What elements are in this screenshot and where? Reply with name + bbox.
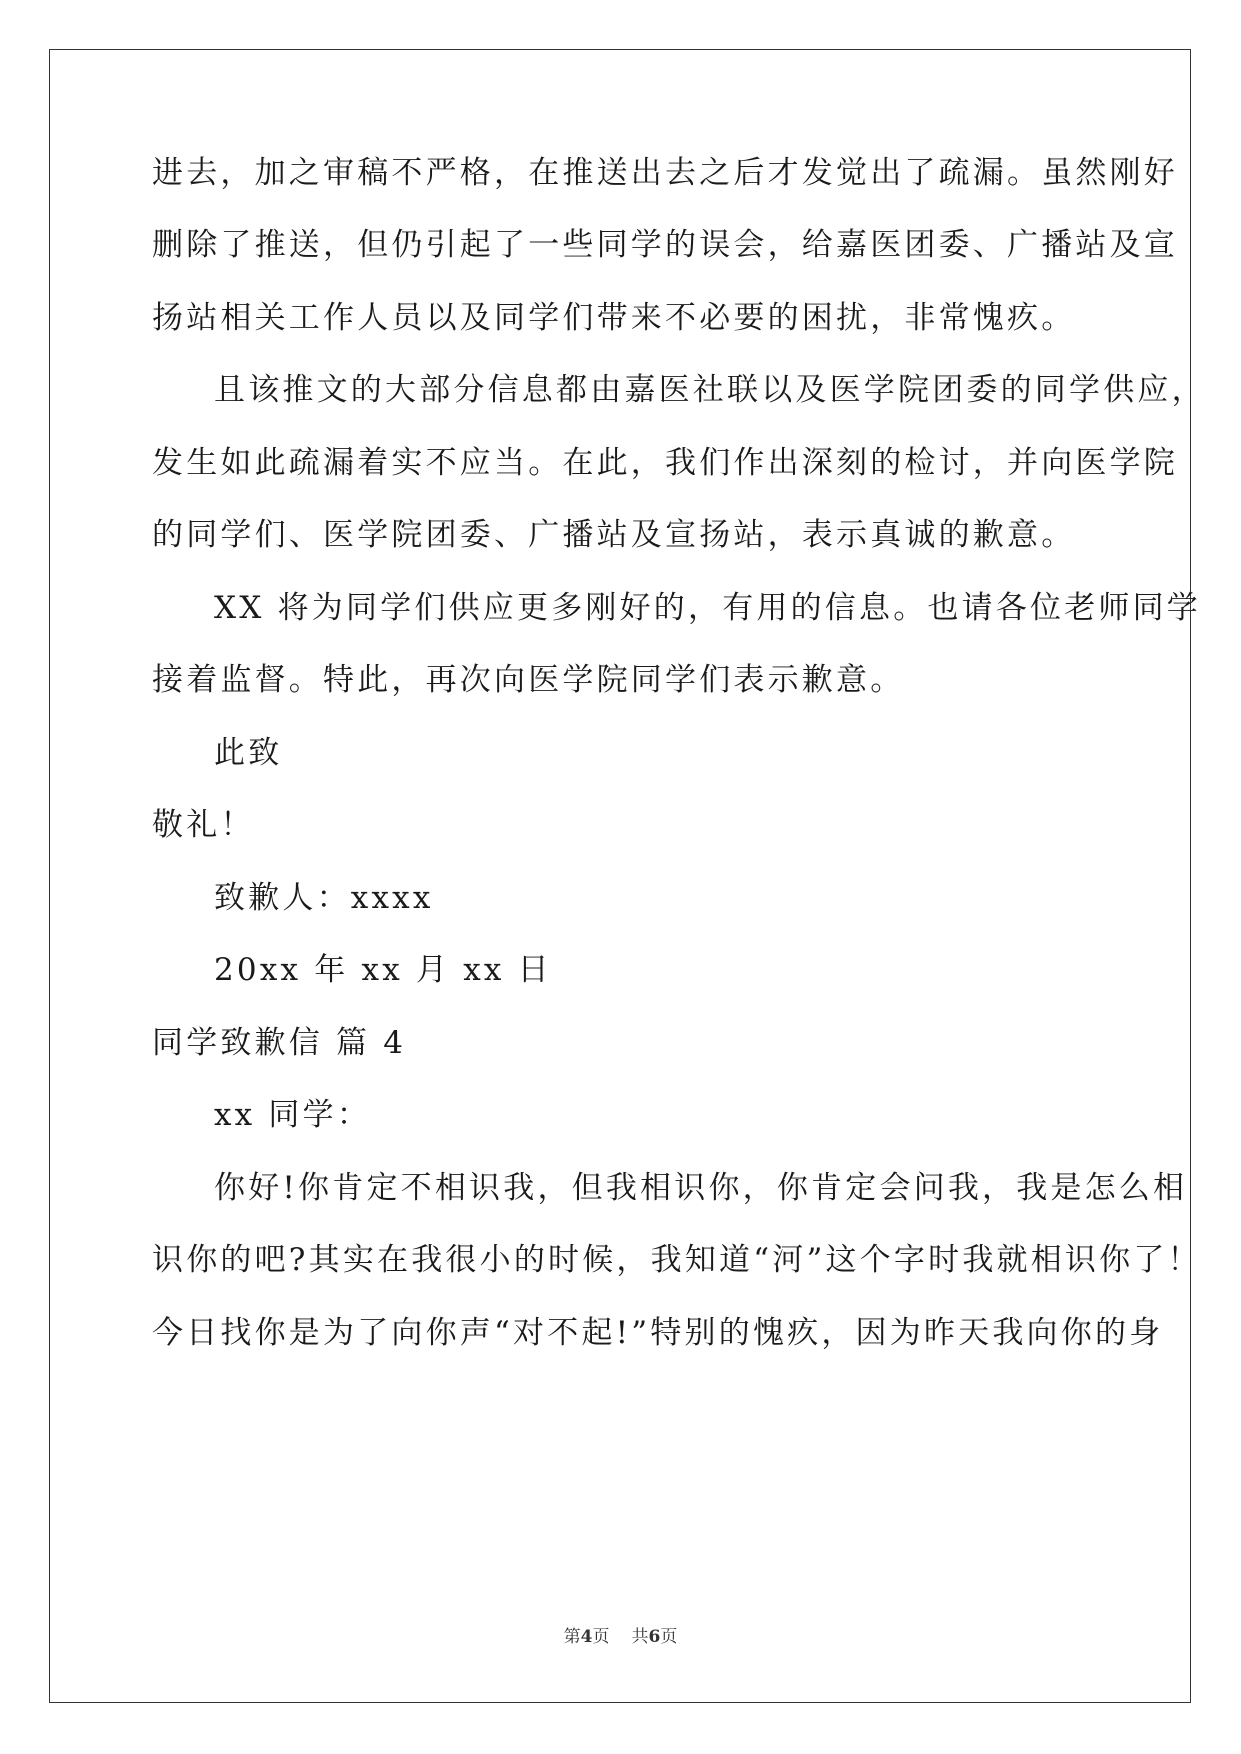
greeting-line: xx 同学：: [214, 1097, 372, 1133]
body-line-1: 进去，加之审稿不严格，在推送出去之后才发觉出了疏漏。虽然刚好: [152, 155, 1178, 191]
body-line-9: 你好!你肯定不相识我，但我相识你，你肯定会问我，我是怎么相: [214, 1170, 1188, 1206]
section-title: 同学致歉信 篇 4: [152, 1025, 407, 1061]
page-current: 4: [580, 1627, 593, 1647]
body-line-6: 的同学们、医学院团委、广播站及宣扬站，表示真诚的歉意。: [152, 517, 1076, 553]
body-line-7: XX 将为同学们供应更多刚好的，有用的信息。也请各位老师同学: [214, 590, 1201, 626]
page-total: 6: [648, 1627, 661, 1647]
body-line-3: 扬站相关工作人员以及同学们带来不必要的困扰，非常愧疚。: [152, 300, 1076, 336]
body-line-11: 今日找你是为了向你声“对不起!”特别的愧疚，因为昨天我向你的身: [152, 1315, 1164, 1351]
body-line-8: 接着监督。特此，再次向医学院同学们表示歉意。: [152, 662, 905, 698]
body-line-4: 且该推文的大部分信息都由嘉医社联以及医学院团委的同学供应，: [214, 372, 1206, 408]
page-footer: [0, 1626, 1241, 1648]
date-line: 20xx 年 xx 月 xx 日: [214, 952, 552, 988]
body-line-5: 发生如此疏漏着实不应当。在此，我们作出深刻的检讨，并向医学院: [152, 445, 1178, 481]
body-line-10: 识你的吧?其实在我很小的时候，我知道“河”这个字时我就相识你了！: [152, 1242, 1202, 1278]
signature-line: 致歉人：xxxx: [214, 880, 434, 916]
closing-line: 此致: [214, 735, 283, 771]
total-suffix: 页: [660, 1627, 678, 1647]
total-prefix: 共: [631, 1627, 649, 1647]
body-line-2: 删除了推送，但仍引起了一些同学的误会，给嘉医团委、广播站及宣: [152, 227, 1178, 263]
page-prefix: 第: [563, 1627, 581, 1647]
page-suffix: 页: [592, 1627, 610, 1647]
salutation-line: 敬礼！: [152, 807, 255, 843]
